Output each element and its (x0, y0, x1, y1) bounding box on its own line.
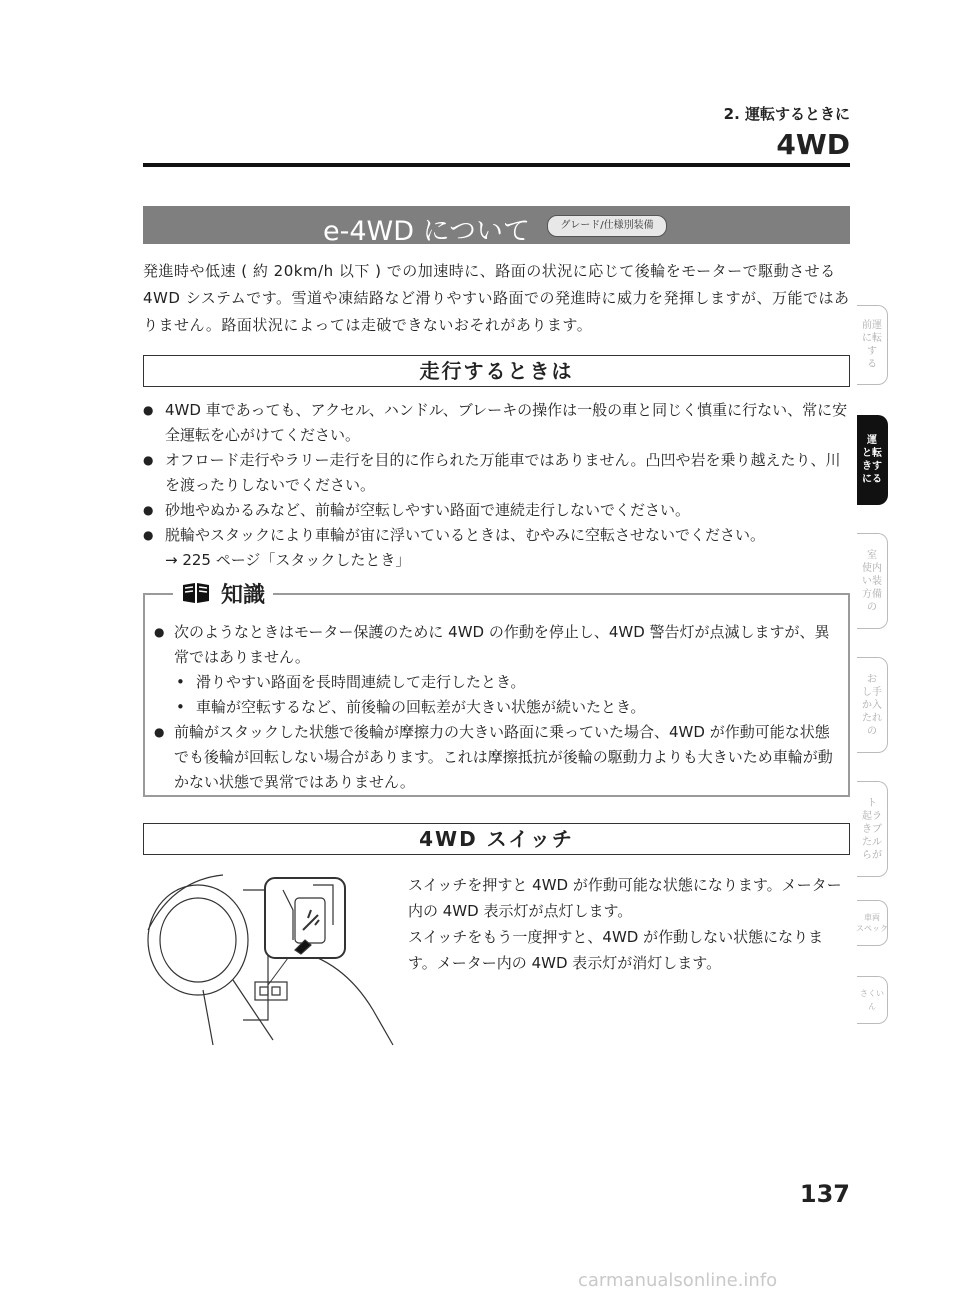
list-item: ● オフロード走行やラリー走行を目的に作られた万能車ではありません。凸凹や岩を乗り越えたり、川を渡ったりしないでください。 (143, 448, 850, 498)
driving-heading: 走行するときは (143, 355, 850, 387)
switch-text-1: スイッチを押すと 4WD が作動可能な状態になります。メーター内の 4WD 表示灯が点灯します。 (408, 876, 842, 920)
page-number: 137 (799, 1180, 850, 1208)
e4wd-description: 発進時や低速 ( 約 20km/h 以下 ) での加速時に、路面の状況に応じて後輪をモーターで駆動させる 4WD システムです。雪道や凍結路など滑りやすい路面での発進時に威力を発揮しますが、万能ではありません。路面状況によっては走破できないおそれがあります。 (143, 262, 850, 334)
dashboard-illustration (143, 870, 398, 1050)
page-reference-link[interactable]: → 225 ページ「スタックしたとき」 (165, 551, 411, 569)
switch-description (408, 872, 850, 976)
knowledge-title (173, 578, 273, 611)
tab-interior[interactable]: 室 使内 い装 方備 の (857, 533, 888, 629)
switch-heading: 4WD スイッチ (143, 823, 850, 855)
e4wd-heading-bar (143, 206, 850, 247)
list-item: ● 次のようなときはモーター保護のために 4WD の作動を停止し、4WD 警告灯が点滅しますが、異常ではありません。 (150, 620, 840, 670)
list-item: ● 4WD 車であっても、アクセル、ハンドル、ブレーキの操作は一般の車と同じく慎重に行ない、常に安全運転を心がけてください。 (143, 398, 850, 448)
list-item: ● 脱輪やスタックにより車輪が宙に浮いているときは、むやみに空転させないでください。 (143, 523, 850, 548)
switch-text-2: スイッチをもう一度押すと、4WD が作動しない状態になります。メーター内の 4WD 表示灯が消灯します。 (408, 928, 824, 972)
section-title: 4WD (776, 128, 850, 161)
e4wd-heading: e-4WD について (323, 216, 531, 247)
tab-specs[interactable]: 車両 スペック (857, 900, 888, 946)
tab-maintenance[interactable]: お し手 か入 たれ の (857, 657, 888, 753)
tab-index[interactable]: さくいん (857, 976, 888, 1024)
knowledge-label: 知識 (221, 583, 266, 608)
grade-badge: グレード/仕様別装備 (547, 215, 667, 237)
tab-trouble[interactable]: ト 起ラ きブ たル らが (857, 781, 888, 877)
tab-before-driving[interactable]: 前運 に転 す る (857, 305, 888, 385)
knowledge-list (150, 620, 840, 795)
book-icon (181, 581, 211, 611)
watermark: carmanualsonline.info (578, 1270, 778, 1291)
header-rule (143, 163, 850, 167)
list-item: ● 前輪がスタックした状態で後輪が摩擦力の大きい路面に乗っていた場合、4WD が作動可能な状態でも後輪が回転しない場合があります。これは摩擦抵抗が後輪の駆動力よりも大きいため車輪が動かない状態で異常ではありません。 (150, 720, 840, 795)
list-item: ● 砂地やぬかるみなど、前輪が空転しやすい路面で連続走行しないでください。 (143, 498, 850, 523)
sub-item: • 滑りやすい路面を長時間連続して走行したとき。 (150, 670, 840, 695)
tab-driving[interactable]: 運 と転 きす にる (857, 415, 888, 505)
driving-list (143, 398, 850, 573)
sub-item: • 車輪が空転するなど、前後輪の回転差が大きい状態が続いたとき。 (150, 695, 840, 720)
chapter-heading: 2. 運転するときに (723, 105, 850, 123)
